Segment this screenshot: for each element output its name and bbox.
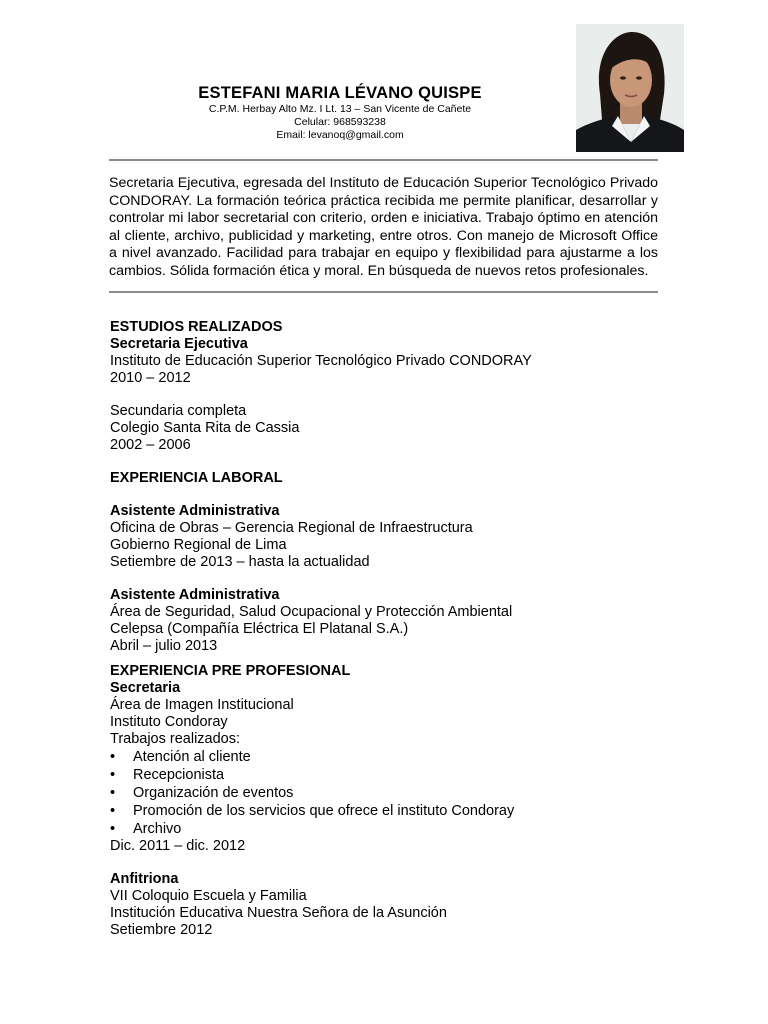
internship-organization: Instituto Condoray <box>110 714 228 730</box>
job-role: Asistente Administrativa <box>110 503 280 519</box>
email: Email: levanoq@gmail.com <box>276 129 404 141</box>
phone: Celular: 968593238 <box>294 116 386 128</box>
education-institution: Instituto de Educación Superior Tecnológico Privado CONDORAY <box>110 353 532 369</box>
internship-period: Dic. 2011 – dic. 2012 <box>110 838 246 854</box>
preprofessional-heading: EXPERIENCIA PRE PROFESIONAL <box>110 663 351 679</box>
header <box>150 84 530 142</box>
event-period: Setiembre 2012 <box>110 922 213 938</box>
list-item: • Recepcionista <box>110 766 670 784</box>
divider-top <box>109 159 658 161</box>
tasks-label: Trabajos realizados: <box>110 731 241 747</box>
job-organization: Gobierno Regional de Lima <box>110 537 287 553</box>
education-years: 2002 – 2006 <box>110 437 191 453</box>
education-title: Secundaria completa <box>110 403 247 419</box>
education-years: 2010 – 2012 <box>110 370 191 386</box>
internship-role: Secretaria <box>110 680 181 696</box>
education-title: Secretaria Ejecutiva <box>110 336 248 352</box>
job-role: Asistente Administrativa <box>110 587 280 603</box>
profile-photo <box>576 24 684 152</box>
experience-heading: EXPERIENCIA LABORAL <box>110 470 283 486</box>
professional-summary: Secretaria Ejecutiva, egresada del Instituto de Educación Superior Tecnológico Privado CONDORAY. La formación teórica práctica recibida me permite planificar, desarrollar y controlar mi labor secretarial con criterio, orden e iniciativa. Trabajo óptimo en atención al cliente, archivo, publicidad y marketing, entre otros. Con manejo de Microsoft Office a nivel avanzado. Facilidad para trabajar en equipo y flexibilidad para ajustarme a los cambios. Sólida formación ética y moral. En búsqueda de nuevos retos profesionales. <box>109 175 658 279</box>
event-organization: Institución Educativa Nuestra Señora de la Asunción <box>110 905 447 921</box>
internship-role: Anfitriona <box>110 871 179 887</box>
job-period: Setiembre de 2013 – hasta la actualidad <box>110 554 370 570</box>
education-heading: ESTUDIOS REALIZADOS <box>110 319 283 335</box>
list-item: • Archivo <box>110 820 670 838</box>
event-name: VII Coloquio Escuela y Familia <box>110 888 307 904</box>
internship-area: Área de Imagen Institucional <box>110 697 294 713</box>
list-item: • Organización de eventos <box>110 784 670 802</box>
job-organization: Celepsa (Compañía Eléctrica El Platanal S.A.) <box>110 621 409 637</box>
resume-body <box>110 319 670 939</box>
job-department: Área de Seguridad, Salud Ocupacional y Protección Ambiental <box>110 604 513 620</box>
list-item: • Atención al cliente <box>110 748 670 766</box>
list-item: • Promoción de los servicios que ofrece el instituto Condoray <box>110 802 670 820</box>
address: C.P.M. Herbay Alto Mz. I Lt. 13 – San Vicente de Cañete <box>208 103 472 115</box>
full-name: ESTEFANI MARIA LÉVANO QUISPE <box>198 84 482 102</box>
education-institution: Colegio Santa Rita de Cassia <box>110 420 300 436</box>
tasks-list <box>110 748 670 838</box>
job-period: Abril – julio 2013 <box>110 638 218 654</box>
divider-bottom <box>109 291 658 293</box>
job-department: Oficina de Obras – Gerencia Regional de Infraestructura <box>110 520 473 536</box>
